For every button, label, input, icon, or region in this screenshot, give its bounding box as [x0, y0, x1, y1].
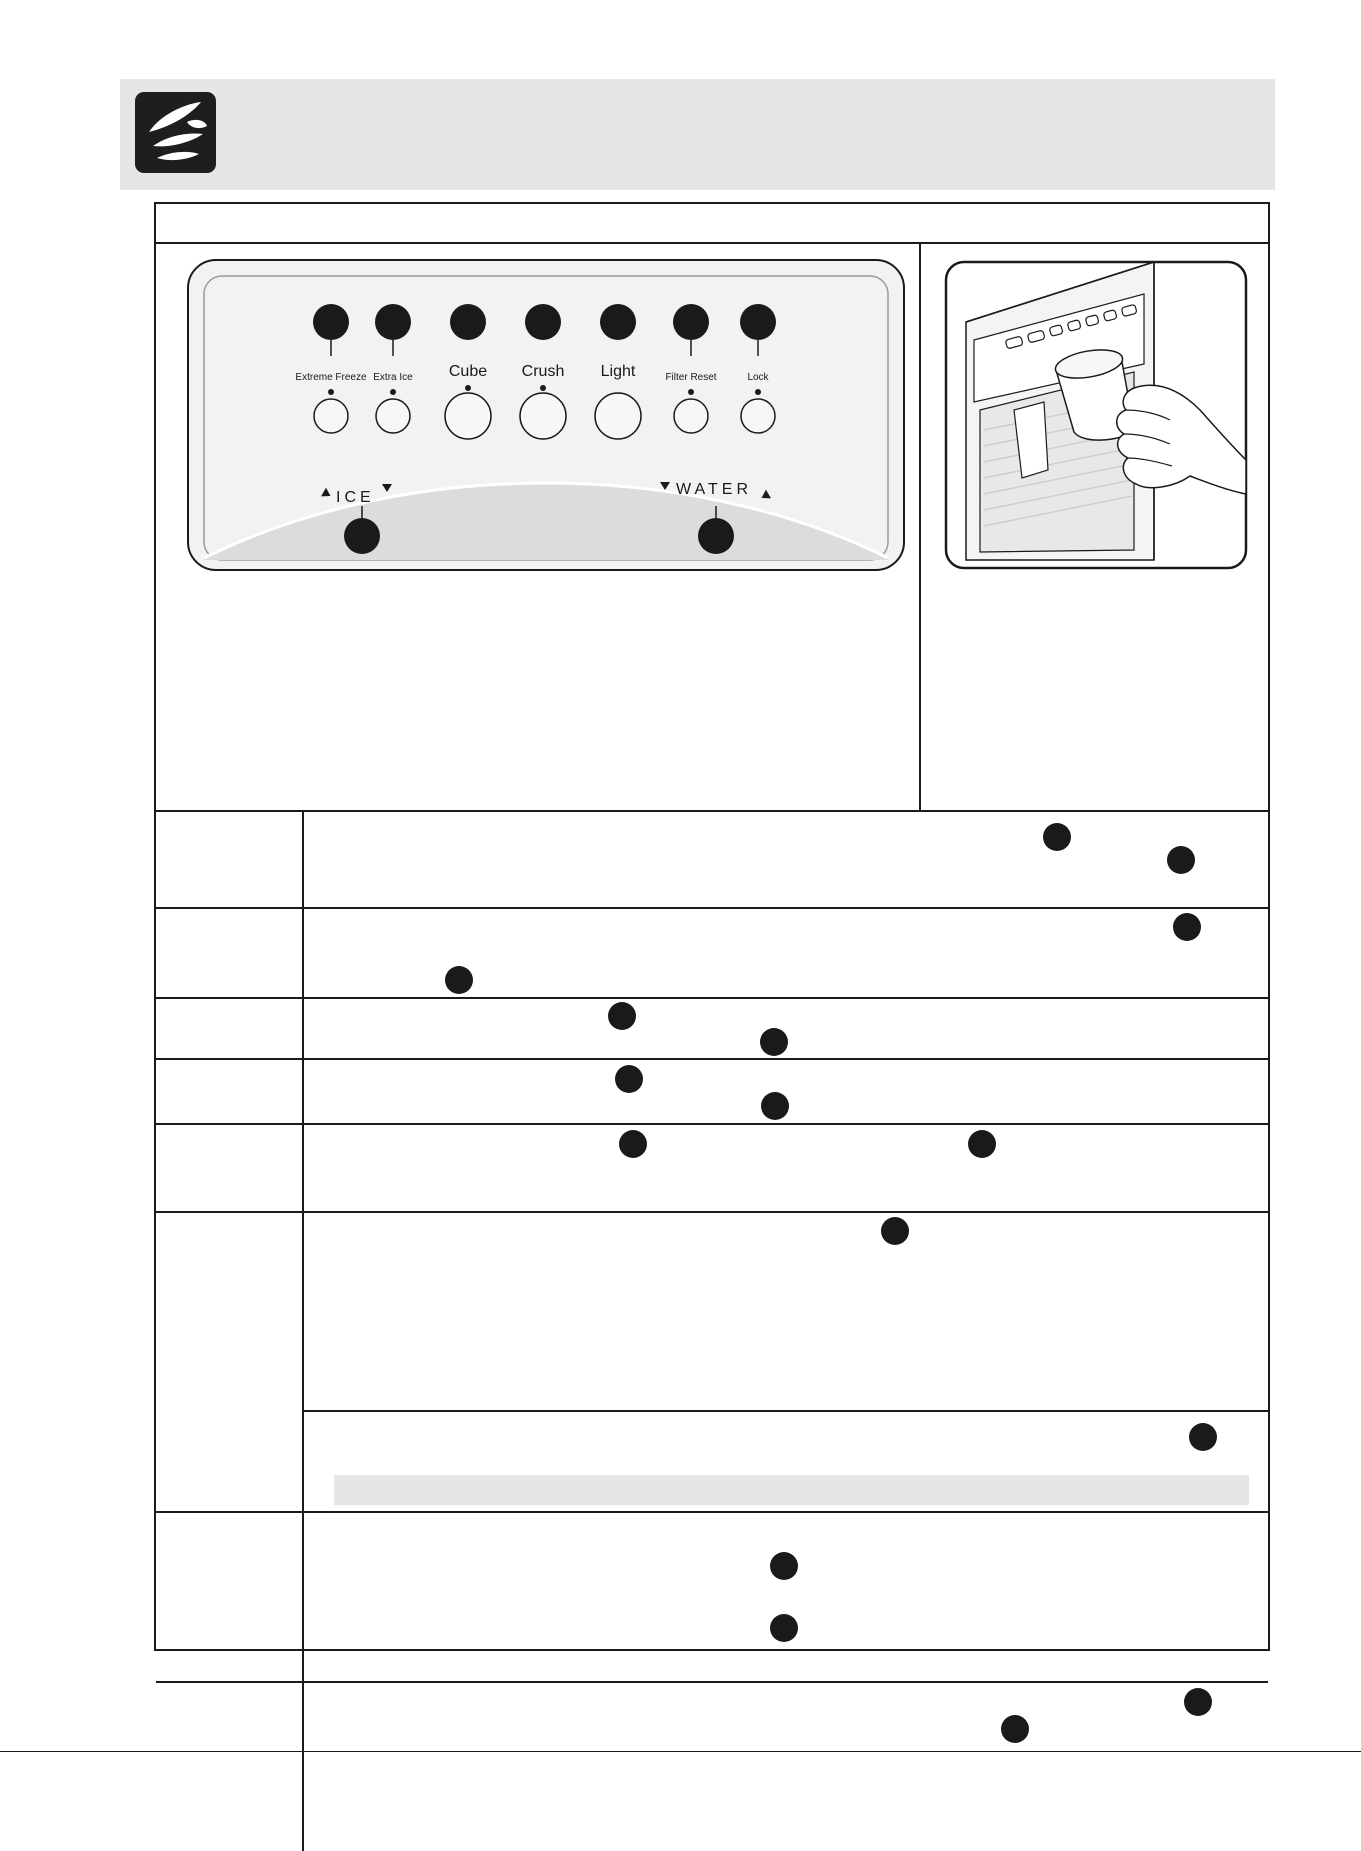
- callout-marker: [1189, 1423, 1217, 1451]
- note-bar: [334, 1475, 1249, 1505]
- table-row: [156, 1681, 1268, 1851]
- callout-marker: [1001, 1715, 1029, 1743]
- callout-marker: [1167, 846, 1195, 874]
- callout-marker: [1043, 823, 1071, 851]
- callout-marker: [770, 1552, 798, 1580]
- callout-marker: [1184, 1688, 1212, 1716]
- table-row: [156, 812, 1268, 907]
- row-label-cell: [156, 909, 304, 997]
- crush-button[interactable]: [520, 393, 566, 439]
- content-frame: [154, 202, 1270, 1651]
- light-button[interactable]: [595, 393, 641, 439]
- extreme-freeze-button[interactable]: [314, 399, 348, 433]
- filter-reset-label: Filter Reset: [665, 372, 717, 383]
- water-label: WATER: [676, 481, 752, 498]
- row-label-cell: [156, 1125, 304, 1211]
- header-band: [120, 79, 1275, 190]
- dispensing-illustration: [944, 260, 1248, 570]
- row-label-cell: [156, 999, 304, 1058]
- row-label-cell: [156, 1060, 304, 1123]
- extreme-freeze-label: Extreme Freeze: [295, 372, 367, 383]
- callout-marker: [770, 1614, 798, 1642]
- food-leaves-icon: [135, 92, 216, 173]
- table-row: [156, 1211, 1268, 1511]
- footer-rule: [0, 1751, 1361, 1752]
- table-row: [156, 1058, 1268, 1123]
- table-row: [156, 907, 1268, 997]
- figure-divider: [919, 244, 921, 812]
- row-label-cell: [156, 1213, 304, 1511]
- callout-marker: [1173, 913, 1201, 941]
- row-label-cell: [156, 1683, 304, 1851]
- crush-label: Crush: [521, 363, 565, 380]
- lock-label: Lock: [747, 372, 769, 383]
- callout-marker: [615, 1065, 643, 1093]
- callout-marker: [881, 1217, 909, 1245]
- row-label-cell: [156, 1513, 304, 1681]
- extra-ice-label: Extra Ice: [373, 372, 413, 383]
- extra-ice-button[interactable]: [376, 399, 410, 433]
- inner-rule: [304, 1410, 1268, 1412]
- table-row: [156, 1511, 1268, 1681]
- callout-marker: [608, 1002, 636, 1030]
- callout-marker: [761, 1092, 789, 1120]
- light-label: Light: [600, 363, 636, 380]
- cube-button[interactable]: [445, 393, 491, 439]
- callout-marker: [760, 1028, 788, 1056]
- cube-label: Cube: [448, 363, 488, 380]
- row-label-cell: [156, 812, 304, 907]
- filter-reset-button[interactable]: [674, 399, 708, 433]
- lock-button[interactable]: [741, 399, 775, 433]
- frame-title-row: [156, 204, 1268, 244]
- callout-marker: [968, 1130, 996, 1158]
- table-row: [156, 997, 1268, 1058]
- ice-label: ICE: [336, 489, 375, 506]
- table-row: [156, 1123, 1268, 1211]
- dispenser-control-panel: [186, 258, 906, 588]
- callout-marker: [445, 966, 473, 994]
- callout-marker: [619, 1130, 647, 1158]
